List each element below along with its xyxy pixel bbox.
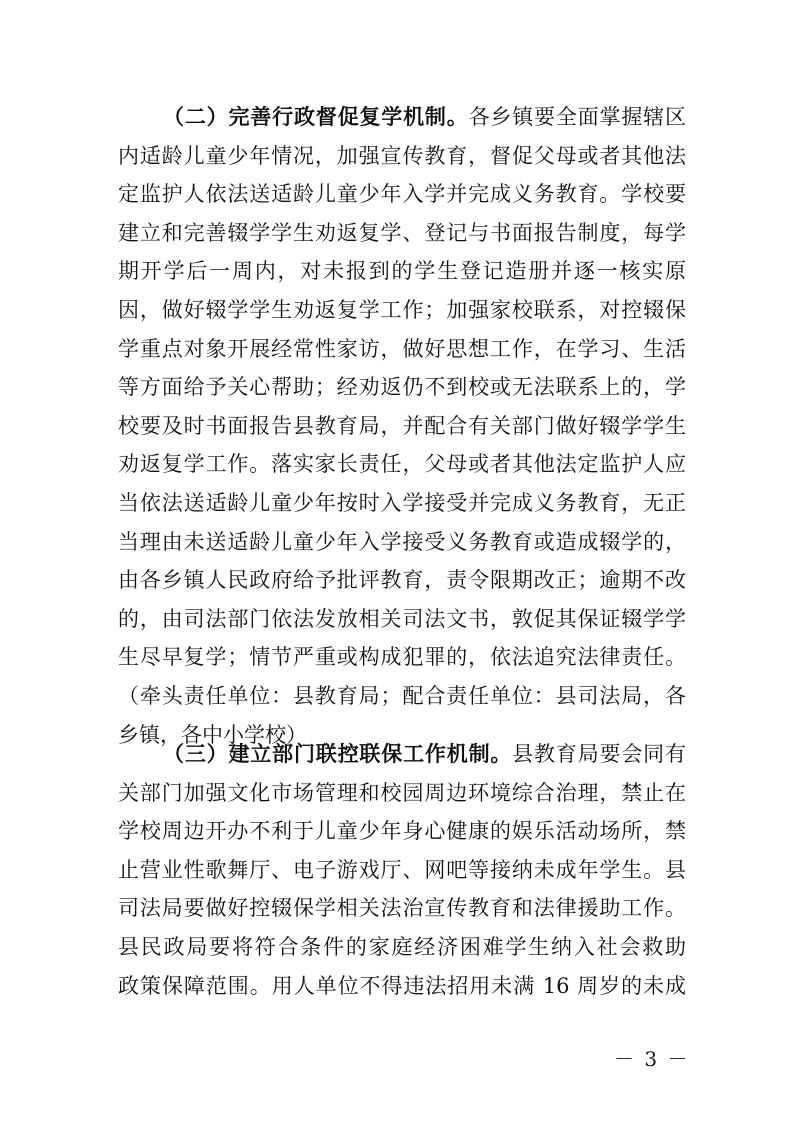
paragraph-line — [118, 98, 686, 137]
section-two — [118, 98, 686, 754]
paragraph-line: 政策保障范围。用人单位不得违法招用未满 16 周岁的未成 — [118, 973, 686, 998]
paragraph-line: 生尽早复学；情节严重或构成犯罪的，依法追究法律责任。 — [118, 645, 686, 670]
section-three — [118, 735, 686, 1005]
paragraph-line: 司法局要做好控辍保学相关法治宣传教育和法律援助工作。 — [118, 896, 686, 921]
paragraph-line: 校要及时书面报告县教育局，并配合有关部门做好辍学学生 — [118, 413, 686, 438]
paragraph-line: 建立和完善辍学学生劝返复学、登记与书面报告制度，每学 — [118, 220, 686, 245]
paragraph-line: 的，由司法部门依法发放相关司法文书，敦促其保证辍学学 — [118, 606, 686, 631]
section-heading: （二）完善行政督促复学机制。 — [163, 104, 469, 129]
paragraph-line: 内适龄儿童少年情况，加强宣传教育，督促父母或者其他法 — [118, 143, 686, 168]
section-heading: （三）建立部门联控联保工作机制。 — [163, 741, 513, 766]
paragraph-line: 因，做好辍学学生劝返复学工作；加强家校联系，对控辍保 — [118, 297, 686, 322]
paragraph-line: 关部门加强文化市场管理和校园周边环境综合治理，禁止在 — [118, 780, 686, 805]
paragraph-line: 当依法送适龄儿童少年按时入学接受并完成义务教育，无正 — [118, 490, 686, 515]
paragraph-line: 由各乡镇人民政府给予批评教育，责令限期改正；逾期不改 — [118, 568, 686, 593]
paragraph-line: 止营业性歌舞厅、电子游戏厅、网吧等接纳未成年学生。县 — [118, 857, 686, 882]
paragraph-line: 县民政局要将符合条件的家庭经济困难学生纳入社会救助 — [118, 934, 686, 959]
paragraph-line: 乡镇，各中小学校） — [118, 722, 307, 747]
paragraph-line — [118, 735, 686, 774]
paragraph-line: 学重点对象开展经常性家访，做好思想工作，在学习、生活 — [118, 336, 686, 361]
paragraph-line: （牵头责任单位：县教育局；配合责任单位：县司法局，各 — [118, 683, 686, 708]
paragraph-text: 各乡镇要全面掌握辖区 — [468, 105, 686, 129]
paragraph-line: 当理由未送适龄儿童少年入学接受义务教育或造成辍学的， — [118, 529, 686, 554]
paragraph-line: 劝返复学工作。落实家长责任，父母或者其他法定监护人应 — [118, 452, 686, 477]
paragraph-line: 定监护人依法送适龄儿童少年入学并完成义务教育。学校要 — [118, 182, 686, 207]
paragraph-line: 等方面给予关心帮助；经劝返仍不到校或无法联系上的，学 — [118, 375, 686, 400]
paragraph-line: 期开学后一周内，对未报到的学生登记造册并逐一核实原 — [118, 259, 686, 284]
paragraph-text: 县教育局要会同有 — [512, 742, 686, 766]
paragraph-line: 学校周边开办不利于儿童少年身心健康的娱乐活动场所，禁 — [118, 819, 686, 844]
page-number: － 3 － — [614, 1047, 690, 1071]
